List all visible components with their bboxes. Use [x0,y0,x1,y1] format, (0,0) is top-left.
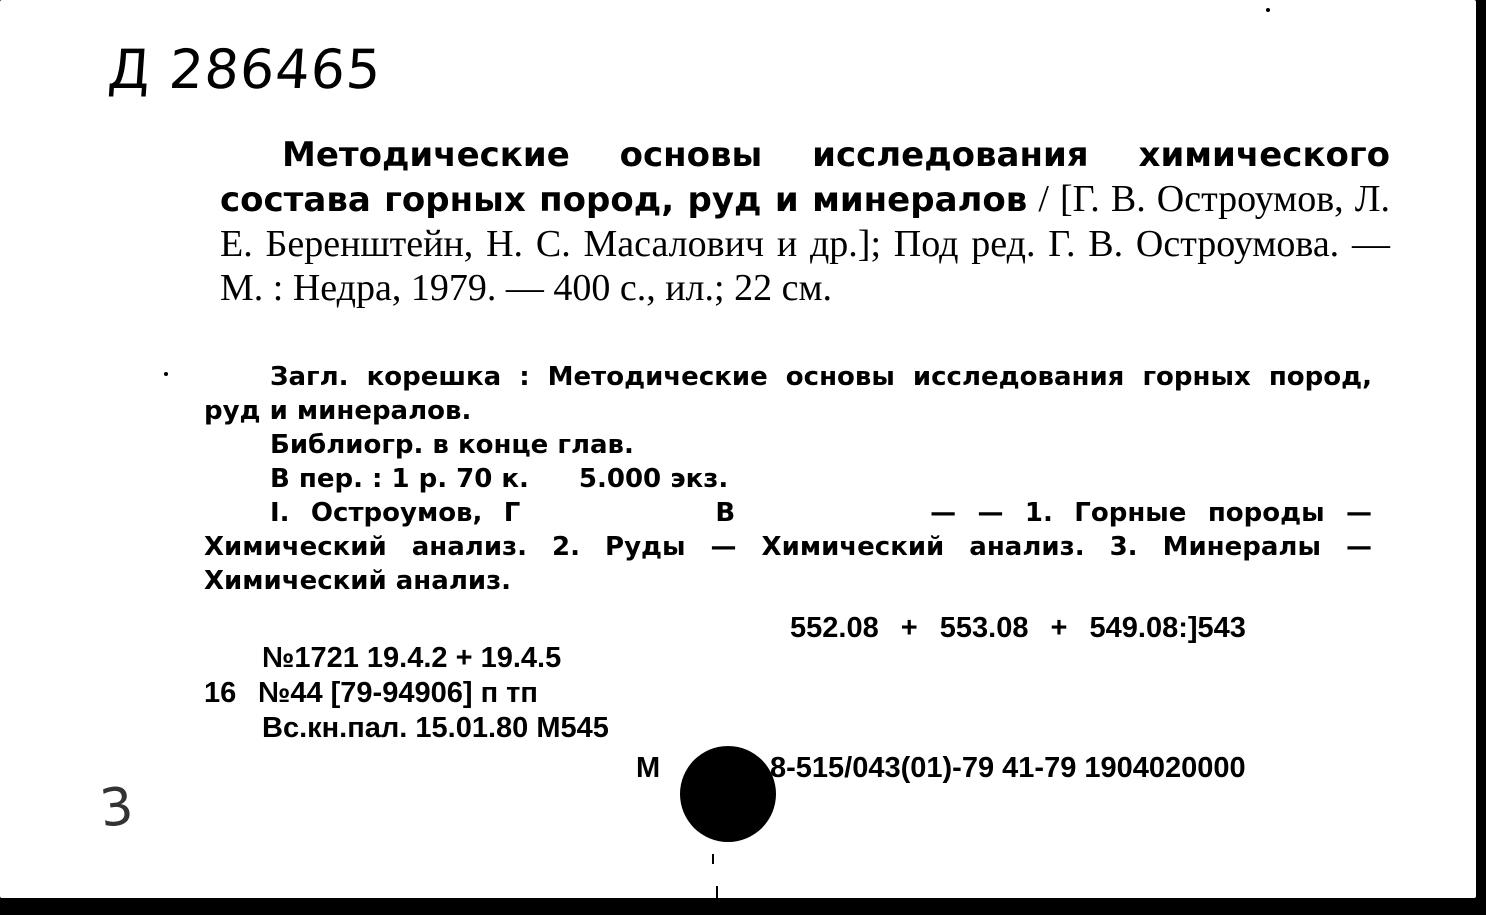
price: В пер. : 1 р. 70 к. [270,464,529,494]
title: Методические основы исследования химического состава горных пород, руд и минералов [220,135,1390,220]
entry-author: I. Остроумов, Г [270,498,521,528]
punch-hole [680,746,776,842]
code-line-4-m: М [636,752,661,784]
code-line-4: 8-515/043(01)-79 41-79 1904020000 [770,752,1246,784]
handwritten-inventory-number: Д 286465 [105,38,384,101]
udc-code: 552.08 + 553.08 + 549.08:]543 [790,612,1246,644]
spine-title-note: Загл. корешка : Методические основы исследования горных пород, руд и минералов. [204,362,1372,426]
price-note [204,462,1372,496]
entry-subjects: — — 1. Горные породы — Химический анализ. 2. Руды — Химический анализ. 3. Минералы — Химический анализ. [204,498,1373,596]
scan-tick [716,886,718,898]
scan-speck [1266,8,1270,12]
authors-publication: / [Г. В. Остроумов, Л. Е. Беренштейн, Н. С. Масалович и др.]; Под ред. Г. В. Остроумова. — М. : Недра, 1979. — 400 с., ил.; 22 см. [220,178,1391,309]
code-line-3: Вс.кн.пал. 15.01.80 М545 [262,712,609,744]
bibliography-note: Библиогр. в конце глав. [270,430,634,460]
scan-edge-bottom [0,898,1486,915]
entry-b: В [715,498,736,528]
scan-speck [164,372,168,376]
code-line-1: №1721 19.4.2 + 19.4.5 [262,642,562,674]
handwritten-mark: 3 [96,776,137,840]
scan-edge-right [1476,0,1486,915]
scan-tick [712,854,714,864]
code-line-2: №44 [79-94906] п тп [258,677,538,709]
copies: 5.000 экз. [578,464,729,494]
subject-entries [204,496,1372,598]
bibliographic-entry [220,132,1390,310]
code-line-2-number: 16 [204,677,237,709]
notes-block [204,360,1372,598]
